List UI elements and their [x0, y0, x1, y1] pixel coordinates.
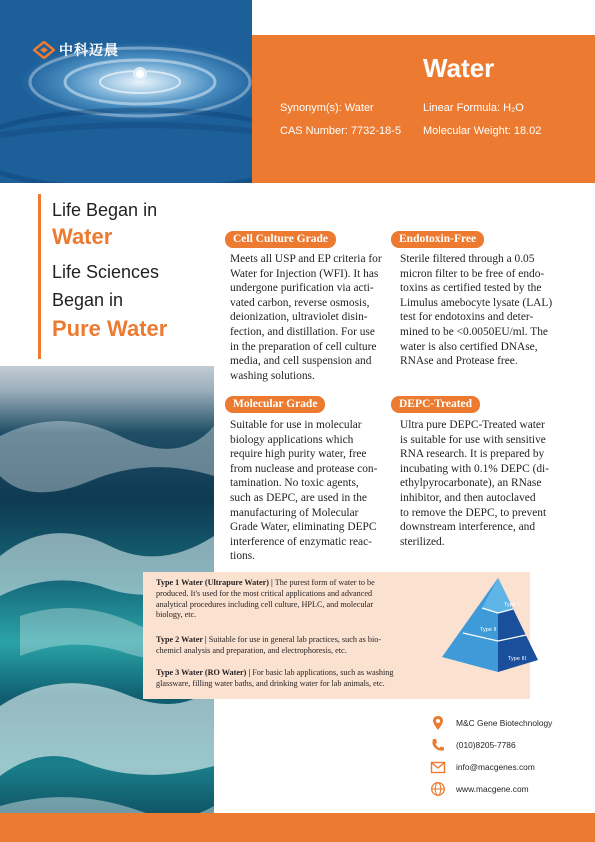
cas-property: CAS Number: 7732-18-5: [280, 125, 402, 137]
brand-logo: [33, 40, 119, 60]
water-type-item: [156, 578, 375, 621]
cell-culture-grade-tag: Cell Culture Grade: [225, 231, 336, 248]
water-type-text: For basic lab applications, such as washing glassware, filling water baths, and drinking water for lab animals, etc.: [156, 668, 394, 688]
slogan: [52, 198, 167, 344]
water-type-name: Type 3 Water (RO Water) |: [156, 668, 251, 677]
pyramid-label: Type II: [480, 627, 497, 633]
email-address[interactable]: info@macgenes.com: [456, 762, 535, 772]
logo-icon: [33, 41, 55, 59]
endotoxin-free-text: Sterile filtered through a 0.05 micron filter to be free of endo- toxins as certified tested by the Limulus amebocyte lysate (LAL) test for endotoxins and deter- mined to be <0.0050EU/ml. The water is also certified DNAse, RNAse and Protease free.: [400, 253, 553, 368]
phone-number: (010)8205-7786: [456, 740, 516, 750]
water-type-name: Type 2 Water |: [156, 635, 207, 644]
product-title: Water: [423, 53, 495, 83]
molecular-grade-text: Suitable for use in molecular biology applications which require high purity water, free from nuclease and protease con- tamination. No toxic agents, such as DEPC, are used in the manufacturing of Molecular Grade Water, eliminating DEPC interference of enzymatic reac- tions.: [230, 419, 378, 563]
water-drop-photo: [0, 0, 252, 183]
depc-treated-tag: DEPC-Treated: [391, 396, 480, 413]
email-icon: [430, 759, 446, 775]
slogan-highlight: Pure Water: [52, 316, 168, 341]
globe-icon: [430, 781, 446, 797]
slogan-accent-bar: [38, 194, 41, 359]
endotoxin-free-tag: Endotoxin-Free: [391, 231, 484, 248]
water-type-item: [156, 668, 393, 690]
slogan-line: Life Sciences: [52, 262, 160, 282]
formula-property: Linear Formula: H₂O: [423, 102, 524, 114]
weight-property: Molecular Weight: 18.02: [423, 125, 542, 137]
depc-treated-text: Ultra pure DEPC-Treated water is suitable for use with sensitive RNA research. It is prepared by incubating with 0.1% DEPC (di- ethylpyrocarbonate), an RNase inhibitor, and then autoclaved to remove the DEPC, to prevent downstream interference, and sterilized.: [400, 419, 550, 548]
water-type-pyramid: [438, 575, 540, 675]
product-header: [252, 35, 595, 183]
phone-icon: [430, 737, 446, 753]
website-url[interactable]: www.macgene.com: [456, 784, 529, 794]
logo-text: 中科迈晨: [59, 42, 119, 58]
slogan-line: Began in: [52, 290, 124, 310]
contact-phone: [430, 737, 516, 753]
contact-company: [430, 715, 552, 731]
company-name: M&C Gene Biotechnology: [456, 718, 553, 728]
pyramid-label: Type III: [508, 656, 527, 662]
water-type-name: Type 1 Water (Ultrapure Water) |: [156, 578, 273, 587]
contact-website[interactable]: [430, 781, 529, 797]
water-type-text: The purest form of water to be produced. It's used for the most critical applications and advanced analytical procedures including cell culture, HPLC, and molecular biology, etc.: [156, 578, 375, 620]
cell-culture-grade-text: Meets all USP and EP criteria for Water for Injection (WFI). It has undergone purification via acti- vated carbon, reverse osmosis, deionization, ultraviolet disin- fection, and distillation. For use in the preparation of cell culture media, and cell suspension and washing solutions.: [230, 253, 382, 382]
footer-bar: [0, 813, 595, 842]
molecular-grade-tag: Molecular Grade: [225, 396, 325, 413]
contact-email[interactable]: [430, 759, 535, 775]
pyramid-label: Type I: [504, 602, 519, 608]
slogan-highlight: Water: [52, 224, 113, 249]
slogan-line: Life Began in: [52, 200, 158, 220]
water-type-text: Suitable for use in general lab practices, such as bio- chemicl analysis and preparation, and electrophoresis, etc.: [156, 635, 382, 655]
location-pin-icon: [430, 715, 446, 731]
water-type-item: [156, 635, 381, 657]
synonym-property: Synonym(s): Water: [280, 102, 374, 114]
